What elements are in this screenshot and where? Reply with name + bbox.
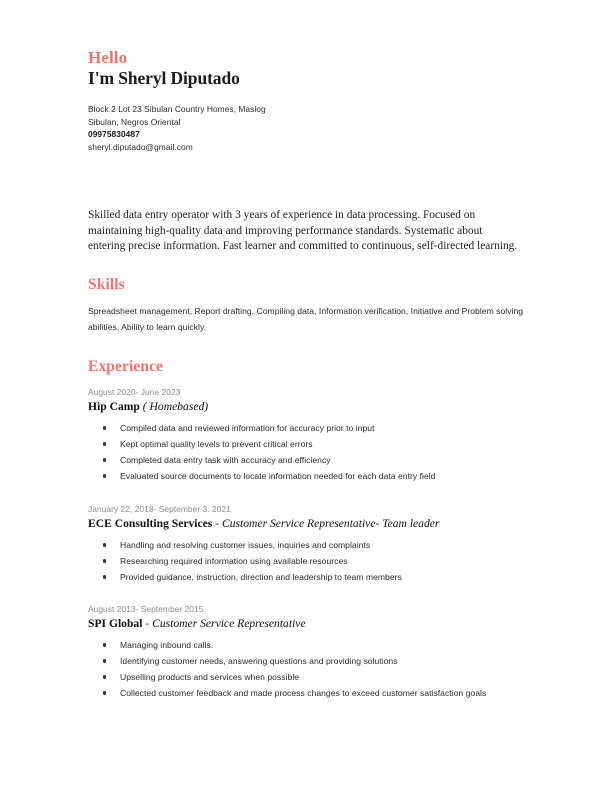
job-bullet-list bbox=[88, 537, 540, 585]
candidate-name: I'm Sheryl Diputado bbox=[88, 68, 240, 88]
job-dates: August 2020- June 2023 bbox=[88, 386, 181, 397]
job-bullet: Researching required information using available resources bbox=[88, 553, 520, 569]
job-bullet: Completed data entry task with accuracy and efficiency bbox=[88, 452, 520, 468]
job-bullet: Managing inbound calls. bbox=[88, 637, 520, 653]
address-line-2: Sibulan, Negros Oriental bbox=[88, 116, 181, 127]
resume-header bbox=[88, 48, 540, 153]
job-bullet: Collected customer feedback and made process changes to exceed customer satisfaction goals bbox=[88, 685, 520, 701]
job-bullet: Handling and resolving customer issues, inquiries and complaints bbox=[88, 537, 520, 553]
address-line-1: Block 2 Lot 23 Sibulan Country Homes, Maslog bbox=[88, 104, 266, 114]
job-separator: - bbox=[142, 616, 153, 630]
experience-section-title: Experience bbox=[88, 357, 164, 375]
job-company: Hip Camp bbox=[88, 399, 140, 413]
contact-block bbox=[88, 103, 540, 153]
professional-summary: Skilled data entry operator with 3 years of experience in data processing. Focused on maintaining high-quality data and improving performance standards. Systematic about entering precise information. Fast learner and committed to continuous, self-directed learning. bbox=[88, 209, 518, 252]
job-role: Customer Service Representative- Team leader bbox=[222, 516, 440, 530]
experience-entry bbox=[88, 386, 540, 484]
job-bullet: Evaluated source documents to locate information needed for each data entry field bbox=[88, 468, 520, 484]
job-bullet: Compiled data and reviewed information for accuracy prior to input bbox=[88, 420, 520, 436]
experience-entry bbox=[88, 503, 540, 585]
job-dates: August 2013- September 2015 bbox=[88, 603, 204, 614]
skills-section-title: Skills bbox=[88, 275, 125, 293]
job-bullet: Kept optimal quality levels to prevent critical errors bbox=[88, 436, 520, 452]
job-bullet: Identifying customer needs, answering questions and providing solutions bbox=[88, 653, 520, 669]
phone-number: 09975830487 bbox=[88, 129, 140, 140]
job-bullet-list bbox=[88, 420, 540, 484]
job-bullet-list bbox=[88, 637, 540, 701]
email-address: sheryl.diputado@gmail.com bbox=[88, 141, 193, 152]
job-company: ECE Consulting Services bbox=[88, 516, 213, 530]
job-heading bbox=[88, 400, 540, 414]
job-role: ( Homebased) bbox=[142, 399, 209, 413]
job-company: SPI Global bbox=[88, 616, 143, 630]
job-heading bbox=[88, 517, 540, 531]
job-separator: - bbox=[212, 516, 222, 530]
greeting-heading: Hello bbox=[88, 48, 128, 67]
job-bullet: Upselling products and services when possible bbox=[88, 669, 520, 685]
experience-entry bbox=[88, 603, 540, 701]
skills-list: Spreadsheet management, Report drafting, Compiling data, Information verification, Initiative and Problem solving abilities, Ability to learn quickly. bbox=[88, 305, 524, 332]
job-role: Customer Service Representative bbox=[152, 616, 306, 630]
job-bullet: Provided guidance, instruction, direction and leadership to team members bbox=[88, 569, 520, 585]
job-dates: January 22, 2018- September 3. 2021 bbox=[88, 503, 231, 514]
job-heading bbox=[88, 617, 540, 631]
